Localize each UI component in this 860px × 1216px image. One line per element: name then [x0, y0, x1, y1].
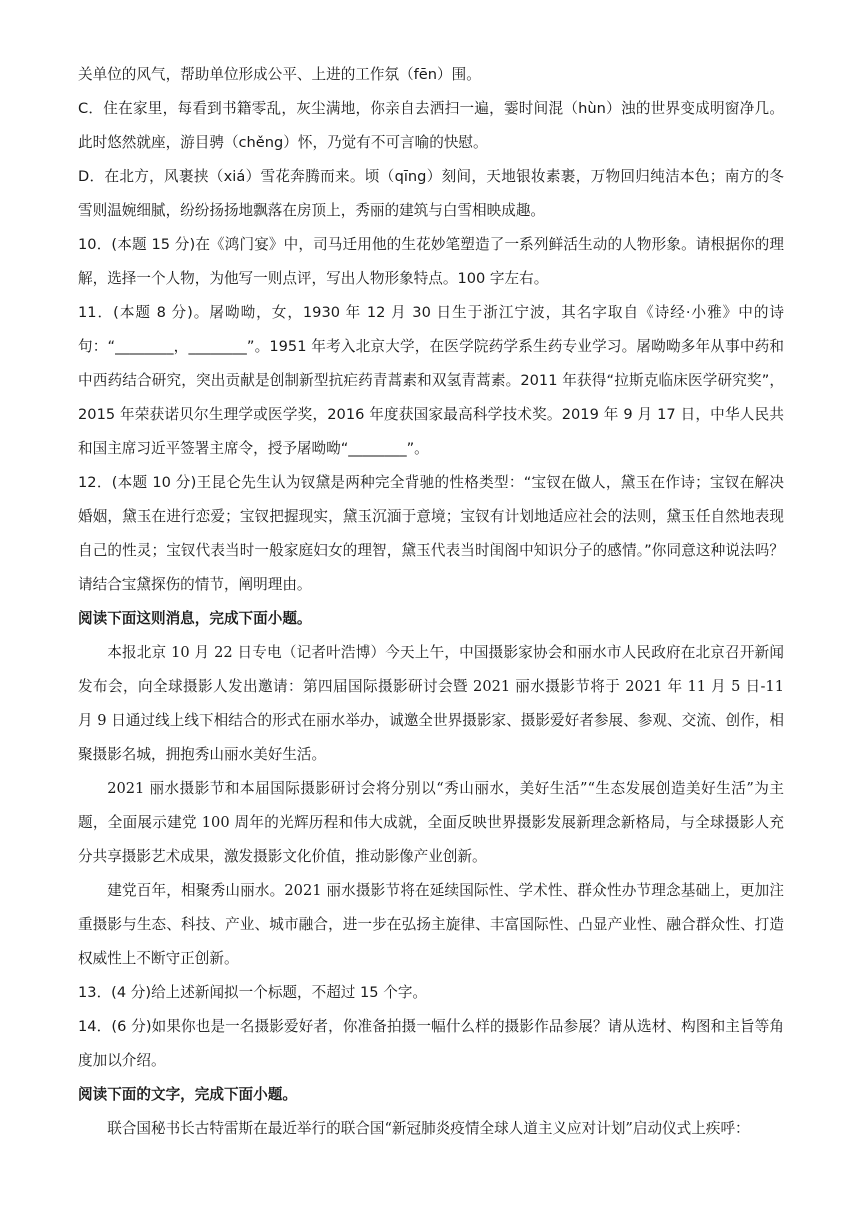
news-paragraph-1: 本报北京 10 月 22 日专电（记者叶浩博）今天上午，中国摄影家协会和丽水市人民政府在北京召开新闻发布会，向全球摄影人发出邀请：第四届国际摄影研讨会暨 2021 丽水摄影节将于 2021 年 11 月 5 日-11 月 9 日通过线上线下相结合的形式在丽水举办，诚邀全世界摄影家、摄影爱好者参展、参观、交流、创作，相聚摄影名城，拥抱秀山丽水美好生活。 [78, 644, 784, 763]
option-c-continuation: 关单位的风气，帮助单位形成公平、上进的工作氛（fēn）围。 [78, 66, 481, 83]
option-d: D．在北方，风裹挟（xiá）雪花奔腾而来。顷（qīng）刻间，天地银妆素裹，万物回归纯洁本色；南方的冬雪则温婉细腻，纷纷扬扬地飘落在房顶上，秀丽的建筑与白雪相映成趣。 [78, 168, 784, 219]
question-12: 12．(本题 10 分)王昆仑先生认为钗黛是两种完全背驰的性格类型：“宝钗在做人，黛玉在作诗；宝钗在解决婚姻，黛玉在进行恋爱；宝钗把握现实，黛玉沉湎于意境；宝钗有计划地适应社会的法则，黛玉任自然地表现自己的性灵；宝钗代表当时一般家庭妇女的理智，黛玉代表当时闺阁中知识分子的感情。”你同意这种说法吗？请结合宝黛探伤的情节，阐明理由。 [78, 474, 784, 593]
option-c: C．住在家里，每看到书籍零乱，灰尘满地，你亲自去洒扫一遍，霎时间混（hùn）浊的世界变成明窗净几。此时悠然就座，游目骋（chěng）怀，乃觉有不可言喻的快慰。 [78, 100, 784, 151]
news-paragraph-3: 建党百年，相聚秀山丽水。2021 丽水摄影节将在延续国际性、学术性、群众性办节理念基础上，更加注重摄影与生态、科技、产业、城市融合，进一步在弘扬主旋律、丰富国际性、凸显产业性、融合群众性、打造权威性上不断守正创新。 [78, 882, 784, 967]
question-10: 10．(本题 15 分)在《鸿门宴》中，司马迁用他的生花妙笔塑造了一系列鲜活生动的人物形象。请根据你的理解，选择一个人物，为他写一则点评，写出人物形象特点。100 字左右。 [78, 236, 784, 287]
news-paragraph-2: 2021 丽水摄影节和本届国际摄影研讨会将分别以“秀山丽水，美好生活”“生态发展创造美好生活”为主题，全面展示建党 100 周年的光辉历程和伟大成就，全面反映世界摄影发展新理念新格局，与全球摄影人充分共享摄影艺术成果，激发摄影文化价值，推动影像产业创新。 [78, 780, 784, 865]
section-heading-text: 阅读下面的文字，完成下面小题。 [78, 1086, 297, 1103]
question-11: 11．(本题 8 分)。屠呦呦，女，1930 年 12 月 30 日生于浙江宁波，其名字取自《诗经·小雅》中的诗句：“________，________”。1951 年考入北京大学，在医学院药学系生药专业学习。屠呦呦多年从事中药和中西药结合研究，突出贡献是创制新型抗疟药青蒿素和双氢青蒿素。2011 年获得“拉斯克临床医学研究奖”，2015 年荣获诺贝尔生理学或医学奖，2016 年度获国家最高科学技术奖。2019 年 9 月 17 日，中华人民共和国主席习近平签署主席令，授予屠呦呦“________”。 [78, 304, 784, 457]
question-14: 14．(6 分)如果你也是一名摄影爱好者，你准备拍摄一幅什么样的摄影作品参展？请从选材、构图和主旨等角度加以介绍。 [78, 1018, 784, 1069]
question-13: 13．(4 分)给上述新闻拟一个标题，不超过 15 个字。 [78, 984, 428, 1001]
text-paragraph-1: 联合国秘书长古特雷斯在最近举行的联合国“新冠肺炎疫情全球人道主义应对计划”启动仪式上疾呼： [107, 1120, 750, 1137]
section-heading-news: 阅读下面这则消息，完成下面小题。 [78, 610, 312, 627]
